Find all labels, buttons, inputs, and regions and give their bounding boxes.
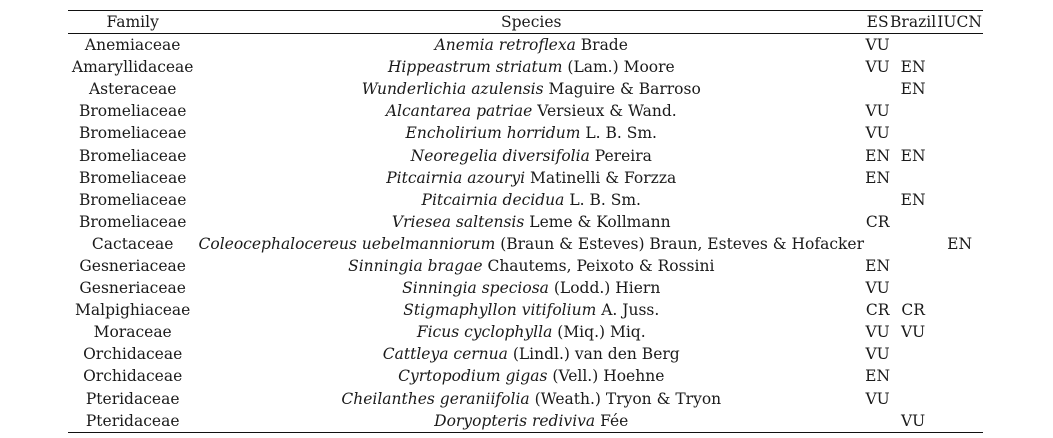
species-author: L. B. Sm. [585,124,657,143]
species-name: Anemia retroflexa [434,36,576,55]
es-status-cell: CR [865,301,890,320]
species-author: (Lodd.) Hiern [553,279,661,298]
species-author: (Lam.) Moore [567,58,675,77]
iucn-status-cell [936,299,983,321]
family-cell: Malpighiaceae [75,301,191,320]
species-name: Stigmaphyllon vitifolium [403,301,597,320]
species-name: Cattleya cernua [382,345,508,364]
es-status-cell: VU [865,279,890,298]
table-row [68,343,983,365]
species-author: Versieux & Wand. [537,102,677,121]
brazil-status-cell [890,343,936,365]
family-cell: Moraceae [93,323,172,342]
species-author: (Weath.) Tryon & Tryon [534,389,722,408]
es-status-cell: EN [865,367,891,386]
es-status-cell: VU [865,389,890,408]
es-status-cell [865,78,890,100]
brazil-status-cell: EN [900,80,926,99]
es-status-cell: VU [865,345,890,364]
iucn-status-cell [936,388,983,410]
family-cell: Gesneriaceae [79,279,186,298]
iucn-status-cell [936,189,983,211]
species-name: Vriesea saltensis [391,212,525,231]
brazil-status-cell [890,233,936,255]
brazil-status-cell: VU [900,411,926,430]
table-row [68,321,983,343]
iucn-status-cell [936,34,983,57]
species-cell [197,56,865,78]
brazil-status-cell [890,255,936,277]
table-row [68,277,983,299]
iucn-status-cell [936,410,983,433]
es-status-cell: VU [865,36,890,55]
table-row [68,100,983,122]
table-row [68,255,983,277]
family-cell: Bromeliaceae [78,102,187,121]
species-cell [197,365,865,387]
species-author: Maguire & Barroso [548,80,701,99]
iucn-status-cell [936,167,983,189]
species-name: Ficus cyclophylla [416,323,553,342]
species-author: (Miq.) Miq. [557,323,646,342]
es-status-cell [865,233,890,255]
species-cell [197,410,865,433]
header-species: Species [501,13,562,31]
header-iucn: IUCN [937,13,982,31]
species-cell [197,255,865,277]
es-status-cell: EN [865,168,891,187]
iucn-status-cell [936,56,983,78]
species-author: L. B. Sm. [569,190,641,209]
species-cell [197,167,865,189]
species-cell [197,343,865,365]
es-status-cell: VU [865,124,890,143]
iucn-status-cell [936,321,983,343]
species-name: Sinningia bragae [348,256,483,275]
iucn-status-cell [936,255,983,277]
family-cell: Cactaceae [91,234,174,253]
iucn-status-cell [936,365,983,387]
species-name: Doryopteris rediviva [434,411,596,430]
brazil-status-cell: CR [901,301,925,320]
species-author: Fée [600,411,629,430]
species-author: Chautems, Peixoto & Rossini [487,256,715,275]
brazil-status-cell [890,365,936,387]
iucn-status-cell [936,100,983,122]
table-row [68,189,983,211]
es-status-cell [865,189,890,211]
brazil-status-cell [890,167,936,189]
species-cell [197,34,865,57]
table-row [68,365,983,387]
header-brazil: Brazil [890,13,937,31]
iucn-status-cell [936,211,983,233]
es-status-cell: VU [865,58,890,77]
family-cell: Gesneriaceae [79,256,186,275]
species-name: Alcantarea patriae [385,102,533,121]
es-status-cell [865,410,890,433]
family-cell: Bromeliaceae [78,124,187,143]
species-author: Leme & Kollmann [529,212,671,231]
family-cell: Orchidaceae [83,367,183,386]
species-cell [197,144,865,166]
species-name: Pitcairnia decidua [421,190,565,209]
es-status-cell: EN [865,256,891,275]
iucn-status-cell [936,78,983,100]
header-row [68,11,983,34]
species-cell [197,100,865,122]
table-row [68,78,983,100]
iucn-status-cell [936,343,983,365]
table-row [68,299,983,321]
species-author: Brade [580,36,628,55]
species-name: Wunderlichia azulensis [361,80,544,99]
species-author: A. Juss. [601,301,660,320]
brazil-status-cell: EN [900,146,926,165]
species-author: (Vell.) Hoehne [552,367,665,386]
header-es: ES [866,13,889,31]
species-table [68,10,983,433]
brazil-status-cell [890,34,936,57]
species-cell [197,122,865,144]
brazil-status-cell: EN [900,190,926,209]
species-cell [197,233,865,255]
table-row [68,211,983,233]
table-row [68,410,983,433]
es-status-cell: EN [865,146,891,165]
species-cell [197,78,865,100]
species-name: Sinningia speciosa [402,279,549,298]
family-cell: Bromeliaceae [78,212,187,231]
brazil-status-cell [890,122,936,144]
brazil-status-cell [890,100,936,122]
brazil-status-cell [890,211,936,233]
species-cell [197,321,865,343]
iucn-status-cell [936,144,983,166]
family-cell: Bromeliaceae [78,168,187,187]
species-name: Coleocephalocereus uebelmanniorum [198,234,496,253]
species-cell [197,211,865,233]
iucn-status-cell [936,122,983,144]
family-cell: Pteridaceae [85,411,180,430]
es-status-cell: CR [865,212,890,231]
species-name: Neoregelia diversifolia [410,146,590,165]
family-cell: Bromeliaceae [78,190,187,209]
table-row [68,34,983,57]
family-cell: Pteridaceae [85,389,180,408]
brazil-status-cell [890,388,936,410]
family-cell: Amaryllidaceae [71,58,194,77]
species-name: Hippeastrum striatum [387,58,563,77]
family-cell: Anemiaceae [84,36,181,55]
species-name: Pitcairnia azouryi [386,168,526,187]
species-cell [197,189,865,211]
table-row [68,233,983,255]
species-name: Cheilanthes geraniifolia [341,389,530,408]
species-author: Matinelli & Forzza [530,168,677,187]
table-row [68,56,983,78]
species-author: (Braun & Esteves) Braun, Esteves & Hofacker [500,234,864,253]
species-cell [197,388,865,410]
family-cell: Bromeliaceae [78,146,187,165]
family-cell: Orchidaceae [83,345,183,364]
iucn-status-cell [936,277,983,299]
es-status-cell: VU [865,323,890,342]
brazil-status-cell: VU [900,323,926,342]
brazil-status-cell [890,277,936,299]
family-cell: Asteraceae [88,80,177,99]
table-row [68,144,983,166]
brazil-status-cell: EN [900,58,926,77]
species-author: (Lindl.) van den Berg [512,345,680,364]
table-row [68,122,983,144]
species-author: Pereira [594,146,652,165]
species-name: Cyrtopodium gigas [398,367,548,386]
table-row [68,167,983,189]
iucn-status-cell: EN [947,234,973,253]
species-cell [197,299,865,321]
species-cell [197,277,865,299]
table-row [68,388,983,410]
header-family: Family [106,13,159,31]
es-status-cell: VU [865,102,890,121]
species-name: Encholirium horridum [405,124,581,143]
